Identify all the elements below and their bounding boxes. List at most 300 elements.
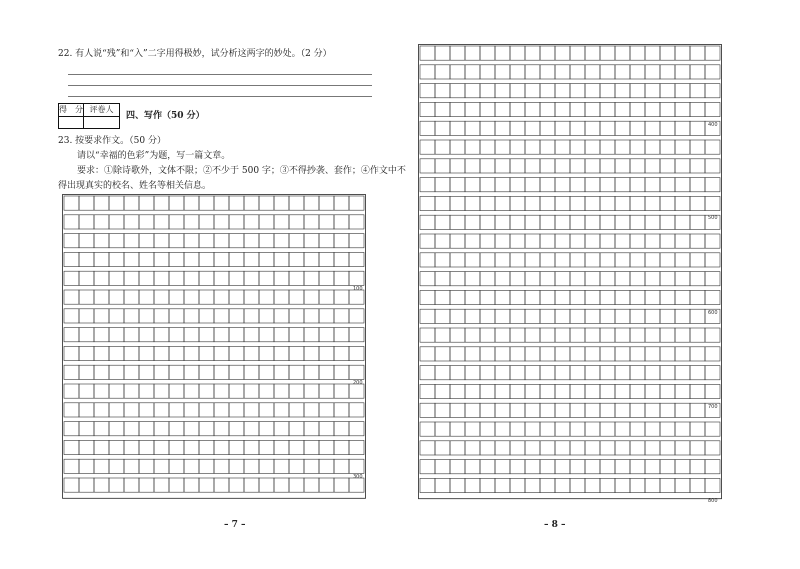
grid-cell[interactable] xyxy=(660,328,675,342)
grid-cell[interactable] xyxy=(675,309,690,323)
grid-cell[interactable] xyxy=(615,121,630,135)
grid-cell[interactable] xyxy=(480,272,495,286)
grid-cell[interactable] xyxy=(199,422,214,436)
grid-cell[interactable] xyxy=(94,234,109,248)
grid-cell[interactable] xyxy=(570,159,585,173)
grid-cell[interactable] xyxy=(334,478,349,492)
grid-cell[interactable] xyxy=(435,46,450,60)
grid-cell[interactable] xyxy=(660,347,675,361)
grid-cell[interactable] xyxy=(615,422,630,436)
grid-cell[interactable] xyxy=(570,65,585,79)
grid-cell[interactable] xyxy=(675,478,690,492)
grid-cell[interactable] xyxy=(229,215,244,229)
grid-cell[interactable] xyxy=(540,102,555,116)
grid-cell[interactable] xyxy=(420,159,435,173)
grid-cell[interactable] xyxy=(214,252,229,266)
grid-cell[interactable] xyxy=(124,365,139,379)
grid-cell[interactable] xyxy=(480,121,495,135)
grid-cell[interactable] xyxy=(109,384,124,398)
grid-cell[interactable] xyxy=(600,234,615,248)
grid-cell[interactable] xyxy=(525,140,540,154)
grid-cell[interactable] xyxy=(540,84,555,98)
grid-cell[interactable] xyxy=(660,121,675,135)
grid-cell[interactable] xyxy=(645,478,660,492)
grid-cell[interactable] xyxy=(690,441,705,455)
grid-cell[interactable] xyxy=(480,102,495,116)
grid-cell[interactable] xyxy=(214,422,229,436)
grid-cell[interactable] xyxy=(525,84,540,98)
grid-cell[interactable] xyxy=(420,478,435,492)
grid-cell[interactable] xyxy=(675,84,690,98)
grid-cell[interactable] xyxy=(229,328,244,342)
grid-cell[interactable] xyxy=(94,346,109,360)
grid-cell[interactable] xyxy=(79,403,94,417)
grid-cell[interactable] xyxy=(139,346,154,360)
grid-cell[interactable] xyxy=(64,384,79,398)
grid-cell[interactable] xyxy=(660,478,675,492)
grid-cell[interactable] xyxy=(495,290,510,304)
grid-cell[interactable] xyxy=(334,384,349,398)
grid-cell[interactable] xyxy=(304,290,319,304)
grid-cell[interactable] xyxy=(435,290,450,304)
grid-cell[interactable] xyxy=(154,234,169,248)
grid-cell[interactable] xyxy=(349,403,364,417)
grid-cell[interactable] xyxy=(349,328,364,342)
grid-cell[interactable] xyxy=(525,253,540,267)
grid-cell[interactable] xyxy=(154,459,169,473)
grid-cell[interactable] xyxy=(585,140,600,154)
grid-cell[interactable] xyxy=(510,215,525,229)
grid-cell[interactable] xyxy=(319,271,334,285)
grid-cell[interactable] xyxy=(630,384,645,398)
grid-cell[interactable] xyxy=(244,365,259,379)
grid-cell[interactable] xyxy=(540,422,555,436)
grid-cell[interactable] xyxy=(705,46,720,60)
grid-cell[interactable] xyxy=(124,422,139,436)
grid-cell[interactable] xyxy=(334,196,349,210)
grid-cell[interactable] xyxy=(675,403,690,417)
grid-cell[interactable] xyxy=(690,84,705,98)
grid-cell[interactable] xyxy=(570,460,585,474)
grid-cell[interactable] xyxy=(630,290,645,304)
grid-cell[interactable] xyxy=(199,403,214,417)
grid-cell[interactable] xyxy=(705,384,720,398)
grid-cell[interactable] xyxy=(540,46,555,60)
grid-cell[interactable] xyxy=(289,422,304,436)
grid-cell[interactable] xyxy=(690,196,705,210)
grid-cell[interactable] xyxy=(274,384,289,398)
grid-cell[interactable] xyxy=(349,365,364,379)
grid-cell[interactable] xyxy=(525,328,540,342)
grid-cell[interactable] xyxy=(169,196,184,210)
grid-cell[interactable] xyxy=(289,215,304,229)
grid-cell[interactable] xyxy=(289,478,304,492)
grid-cell[interactable] xyxy=(319,346,334,360)
grid-cell[interactable] xyxy=(319,215,334,229)
grid-cell[interactable] xyxy=(555,215,570,229)
grid-cell[interactable] xyxy=(510,121,525,135)
grid-cell[interactable] xyxy=(124,403,139,417)
grid-cell[interactable] xyxy=(540,234,555,248)
grid-cell[interactable] xyxy=(480,290,495,304)
grid-cell[interactable] xyxy=(630,234,645,248)
grid-cell[interactable] xyxy=(214,440,229,454)
grid-cell[interactable] xyxy=(450,328,465,342)
grid-cell[interactable] xyxy=(109,365,124,379)
grid-cell[interactable] xyxy=(79,215,94,229)
grid-cell[interactable] xyxy=(169,365,184,379)
grid-cell[interactable] xyxy=(465,290,480,304)
grid-cell[interactable] xyxy=(510,196,525,210)
grid-cell[interactable] xyxy=(615,84,630,98)
grid-cell[interactable] xyxy=(214,346,229,360)
grid-cell[interactable] xyxy=(570,234,585,248)
grid-cell[interactable] xyxy=(570,403,585,417)
grid-cell[interactable] xyxy=(94,271,109,285)
grid-cell[interactable] xyxy=(244,309,259,323)
grid-cell[interactable] xyxy=(615,478,630,492)
grid-cell[interactable] xyxy=(480,234,495,248)
grid-cell[interactable] xyxy=(139,290,154,304)
grid-cell[interactable] xyxy=(690,65,705,79)
grid-cell[interactable] xyxy=(615,234,630,248)
grid-cell[interactable] xyxy=(319,365,334,379)
grid-cell[interactable] xyxy=(274,365,289,379)
grid-cell[interactable] xyxy=(660,46,675,60)
grid-cell[interactable] xyxy=(109,290,124,304)
grid-cell[interactable] xyxy=(675,121,690,135)
grid-cell[interactable] xyxy=(705,347,720,361)
grid-cell[interactable] xyxy=(214,459,229,473)
grid-cell[interactable] xyxy=(510,366,525,380)
grid-cell[interactable] xyxy=(570,290,585,304)
grid-cell[interactable] xyxy=(304,252,319,266)
grid-cell[interactable] xyxy=(139,196,154,210)
grid-cell[interactable] xyxy=(334,309,349,323)
grid-cell[interactable] xyxy=(510,234,525,248)
grid-cell[interactable] xyxy=(274,440,289,454)
grid-cell[interactable] xyxy=(420,290,435,304)
grid-cell[interactable] xyxy=(319,196,334,210)
grid-cell[interactable] xyxy=(124,252,139,266)
grid-cell[interactable] xyxy=(420,309,435,323)
grid-cell[interactable] xyxy=(570,328,585,342)
grid-cell[interactable] xyxy=(630,478,645,492)
grid-cell[interactable] xyxy=(139,271,154,285)
grid-cell[interactable] xyxy=(585,234,600,248)
grid-cell[interactable] xyxy=(570,422,585,436)
grid-cell[interactable] xyxy=(480,140,495,154)
grid-cell[interactable] xyxy=(540,290,555,304)
grid-cell[interactable] xyxy=(705,84,720,98)
grid-cell[interactable] xyxy=(570,46,585,60)
grid-cell[interactable] xyxy=(540,65,555,79)
grid-cell[interactable] xyxy=(705,460,720,474)
grid-cell[interactable] xyxy=(465,121,480,135)
grid-cell[interactable] xyxy=(94,478,109,492)
grid-cell[interactable] xyxy=(139,328,154,342)
grid-cell[interactable] xyxy=(690,478,705,492)
grid-cell[interactable] xyxy=(420,140,435,154)
grid-cell[interactable] xyxy=(229,290,244,304)
grid-cell[interactable] xyxy=(510,328,525,342)
grid-cell[interactable] xyxy=(420,178,435,192)
grid-cell[interactable] xyxy=(169,328,184,342)
grid-cell[interactable] xyxy=(600,121,615,135)
grid-cell[interactable] xyxy=(585,215,600,229)
grid-cell[interactable] xyxy=(645,309,660,323)
grid-cell[interactable] xyxy=(64,309,79,323)
grid-cell[interactable] xyxy=(585,478,600,492)
grid-cell[interactable] xyxy=(109,403,124,417)
grid-cell[interactable] xyxy=(540,178,555,192)
grid-cell[interactable] xyxy=(94,196,109,210)
grid-cell[interactable] xyxy=(420,196,435,210)
grid-cell[interactable] xyxy=(510,347,525,361)
grid-cell[interactable] xyxy=(229,252,244,266)
grid-cell[interactable] xyxy=(319,252,334,266)
grid-cell[interactable] xyxy=(349,215,364,229)
grid-cell[interactable] xyxy=(600,460,615,474)
grid-cell[interactable] xyxy=(420,234,435,248)
grid-cell[interactable] xyxy=(349,271,364,285)
grid-cell[interactable] xyxy=(124,196,139,210)
grid-cell[interactable] xyxy=(450,441,465,455)
grid-cell[interactable] xyxy=(154,328,169,342)
grid-cell[interactable] xyxy=(480,347,495,361)
grid-cell[interactable] xyxy=(600,46,615,60)
grid-cell[interactable] xyxy=(259,403,274,417)
grid-cell[interactable] xyxy=(675,253,690,267)
grid-cell[interactable] xyxy=(349,422,364,436)
grid-cell[interactable] xyxy=(495,384,510,398)
grid-cell[interactable] xyxy=(615,102,630,116)
grid-cell[interactable] xyxy=(199,478,214,492)
grid-cell[interactable] xyxy=(645,46,660,60)
grid-cell[interactable] xyxy=(570,84,585,98)
grid-cell[interactable] xyxy=(420,441,435,455)
grid-cell[interactable] xyxy=(705,366,720,380)
grid-cell[interactable] xyxy=(675,366,690,380)
grid-cell[interactable] xyxy=(319,290,334,304)
grid-cell[interactable] xyxy=(79,365,94,379)
grid-cell[interactable] xyxy=(615,253,630,267)
grid-cell[interactable] xyxy=(705,234,720,248)
grid-cell[interactable] xyxy=(139,252,154,266)
grid-cell[interactable] xyxy=(450,309,465,323)
grid-cell[interactable] xyxy=(349,309,364,323)
grid-cell[interactable] xyxy=(289,252,304,266)
grid-cell[interactable] xyxy=(645,84,660,98)
grid-cell[interactable] xyxy=(585,384,600,398)
grid-cell[interactable] xyxy=(645,196,660,210)
grid-cell[interactable] xyxy=(705,441,720,455)
grid-cell[interactable] xyxy=(465,272,480,286)
grid-cell[interactable] xyxy=(289,440,304,454)
grid-cell[interactable] xyxy=(435,309,450,323)
grid-cell[interactable] xyxy=(465,441,480,455)
grid-cell[interactable] xyxy=(600,403,615,417)
grid-cell[interactable] xyxy=(154,196,169,210)
grid-cell[interactable] xyxy=(600,84,615,98)
grid-cell[interactable] xyxy=(79,234,94,248)
grid-cell[interactable] xyxy=(465,159,480,173)
grid-cell[interactable] xyxy=(585,84,600,98)
grid-cell[interactable] xyxy=(64,290,79,304)
grid-cell[interactable] xyxy=(435,253,450,267)
grid-cell[interactable] xyxy=(199,252,214,266)
grid-cell[interactable] xyxy=(304,215,319,229)
grid-cell[interactable] xyxy=(540,140,555,154)
grid-cell[interactable] xyxy=(630,272,645,286)
answer-line[interactable] xyxy=(68,85,372,86)
grid-cell[interactable] xyxy=(450,196,465,210)
grid-cell[interactable] xyxy=(615,46,630,60)
grid-cell[interactable] xyxy=(229,422,244,436)
grid-cell[interactable] xyxy=(94,365,109,379)
grid-cell[interactable] xyxy=(555,102,570,116)
grid-cell[interactable] xyxy=(259,309,274,323)
grid-cell[interactable] xyxy=(570,196,585,210)
grid-cell[interactable] xyxy=(675,460,690,474)
grid-cell[interactable] xyxy=(660,140,675,154)
grid-cell[interactable] xyxy=(465,328,480,342)
grid-cell[interactable] xyxy=(435,460,450,474)
grid-cell[interactable] xyxy=(124,309,139,323)
grid-cell[interactable] xyxy=(274,403,289,417)
grid-cell[interactable] xyxy=(570,441,585,455)
grid-cell[interactable] xyxy=(274,459,289,473)
grid-cell[interactable] xyxy=(64,234,79,248)
grid-cell[interactable] xyxy=(450,366,465,380)
grid-cell[interactable] xyxy=(555,140,570,154)
grid-cell[interactable] xyxy=(615,309,630,323)
grid-cell[interactable] xyxy=(420,102,435,116)
grid-cell[interactable] xyxy=(274,422,289,436)
grid-cell[interactable] xyxy=(109,328,124,342)
grid-cell[interactable] xyxy=(274,215,289,229)
grid-cell[interactable] xyxy=(525,478,540,492)
grid-cell[interactable] xyxy=(555,478,570,492)
grid-cell[interactable] xyxy=(465,140,480,154)
grid-cell[interactable] xyxy=(465,347,480,361)
composition-grid-left[interactable] xyxy=(62,194,366,500)
grid-cell[interactable] xyxy=(645,178,660,192)
grid-cell[interactable] xyxy=(630,196,645,210)
grid-cell[interactable] xyxy=(274,309,289,323)
grid-cell[interactable] xyxy=(495,65,510,79)
grid-cell[interactable] xyxy=(600,102,615,116)
grid-cell[interactable] xyxy=(495,46,510,60)
grid-cell[interactable] xyxy=(690,234,705,248)
grid-cell[interactable] xyxy=(525,309,540,323)
grid-cell[interactable] xyxy=(139,459,154,473)
grid-cell[interactable] xyxy=(630,178,645,192)
grid-cell[interactable] xyxy=(420,460,435,474)
grid-cell[interactable] xyxy=(274,271,289,285)
grid-cell[interactable] xyxy=(570,272,585,286)
grid-cell[interactable] xyxy=(450,159,465,173)
grid-cell[interactable] xyxy=(259,384,274,398)
grid-cell[interactable] xyxy=(630,403,645,417)
grid-cell[interactable] xyxy=(660,290,675,304)
grid-cell[interactable] xyxy=(525,422,540,436)
grid-cell[interactable] xyxy=(169,252,184,266)
grid-cell[interactable] xyxy=(420,366,435,380)
grid-cell[interactable] xyxy=(675,422,690,436)
grid-cell[interactable] xyxy=(154,365,169,379)
grid-cell[interactable] xyxy=(630,441,645,455)
grid-cell[interactable] xyxy=(570,178,585,192)
grid-cell[interactable] xyxy=(630,102,645,116)
grid-cell[interactable] xyxy=(465,422,480,436)
grid-cell[interactable] xyxy=(109,459,124,473)
grid-cell[interactable] xyxy=(690,272,705,286)
grid-cell[interactable] xyxy=(600,178,615,192)
grid-cell[interactable] xyxy=(244,478,259,492)
grid-cell[interactable] xyxy=(229,365,244,379)
grid-cell[interactable] xyxy=(259,271,274,285)
grid-cell[interactable] xyxy=(154,440,169,454)
grid-cell[interactable] xyxy=(349,384,364,398)
grid-cell[interactable] xyxy=(525,102,540,116)
grid-cell[interactable] xyxy=(615,384,630,398)
grid-cell[interactable] xyxy=(435,272,450,286)
grid-cell[interactable] xyxy=(319,478,334,492)
grid-cell[interactable] xyxy=(540,347,555,361)
grid-cell[interactable] xyxy=(259,478,274,492)
grid-cell[interactable] xyxy=(540,478,555,492)
grid-cell[interactable] xyxy=(480,46,495,60)
grid-cell[interactable] xyxy=(510,102,525,116)
grid-cell[interactable] xyxy=(495,196,510,210)
grid-cell[interactable] xyxy=(555,159,570,173)
grid-cell[interactable] xyxy=(154,271,169,285)
grid-cell[interactable] xyxy=(645,215,660,229)
grid-cell[interactable] xyxy=(495,234,510,248)
grid-cell[interactable] xyxy=(615,366,630,380)
grid-cell[interactable] xyxy=(630,215,645,229)
grid-cell[interactable] xyxy=(495,328,510,342)
grid-cell[interactable] xyxy=(525,441,540,455)
grid-cell[interactable] xyxy=(79,309,94,323)
grid-cell[interactable] xyxy=(450,290,465,304)
grid-cell[interactable] xyxy=(79,459,94,473)
grid-cell[interactable] xyxy=(229,271,244,285)
grid-cell[interactable] xyxy=(349,459,364,473)
grid-cell[interactable] xyxy=(124,384,139,398)
grid-cell[interactable] xyxy=(570,347,585,361)
grid-cell[interactable] xyxy=(109,440,124,454)
grid-cell[interactable] xyxy=(465,102,480,116)
grid-cell[interactable] xyxy=(450,46,465,60)
grid-cell[interactable] xyxy=(675,328,690,342)
grid-cell[interactable] xyxy=(244,215,259,229)
grid-cell[interactable] xyxy=(319,459,334,473)
grid-cell[interactable] xyxy=(334,215,349,229)
grid-cell[interactable] xyxy=(465,460,480,474)
grid-cell[interactable] xyxy=(495,102,510,116)
grid-cell[interactable] xyxy=(420,272,435,286)
grid-cell[interactable] xyxy=(259,234,274,248)
grid-cell[interactable] xyxy=(124,440,139,454)
grid-cell[interactable] xyxy=(465,196,480,210)
grid-cell[interactable] xyxy=(435,328,450,342)
grid-cell[interactable] xyxy=(630,347,645,361)
grid-cell[interactable] xyxy=(510,441,525,455)
grid-cell[interactable] xyxy=(630,46,645,60)
grid-cell[interactable] xyxy=(214,403,229,417)
